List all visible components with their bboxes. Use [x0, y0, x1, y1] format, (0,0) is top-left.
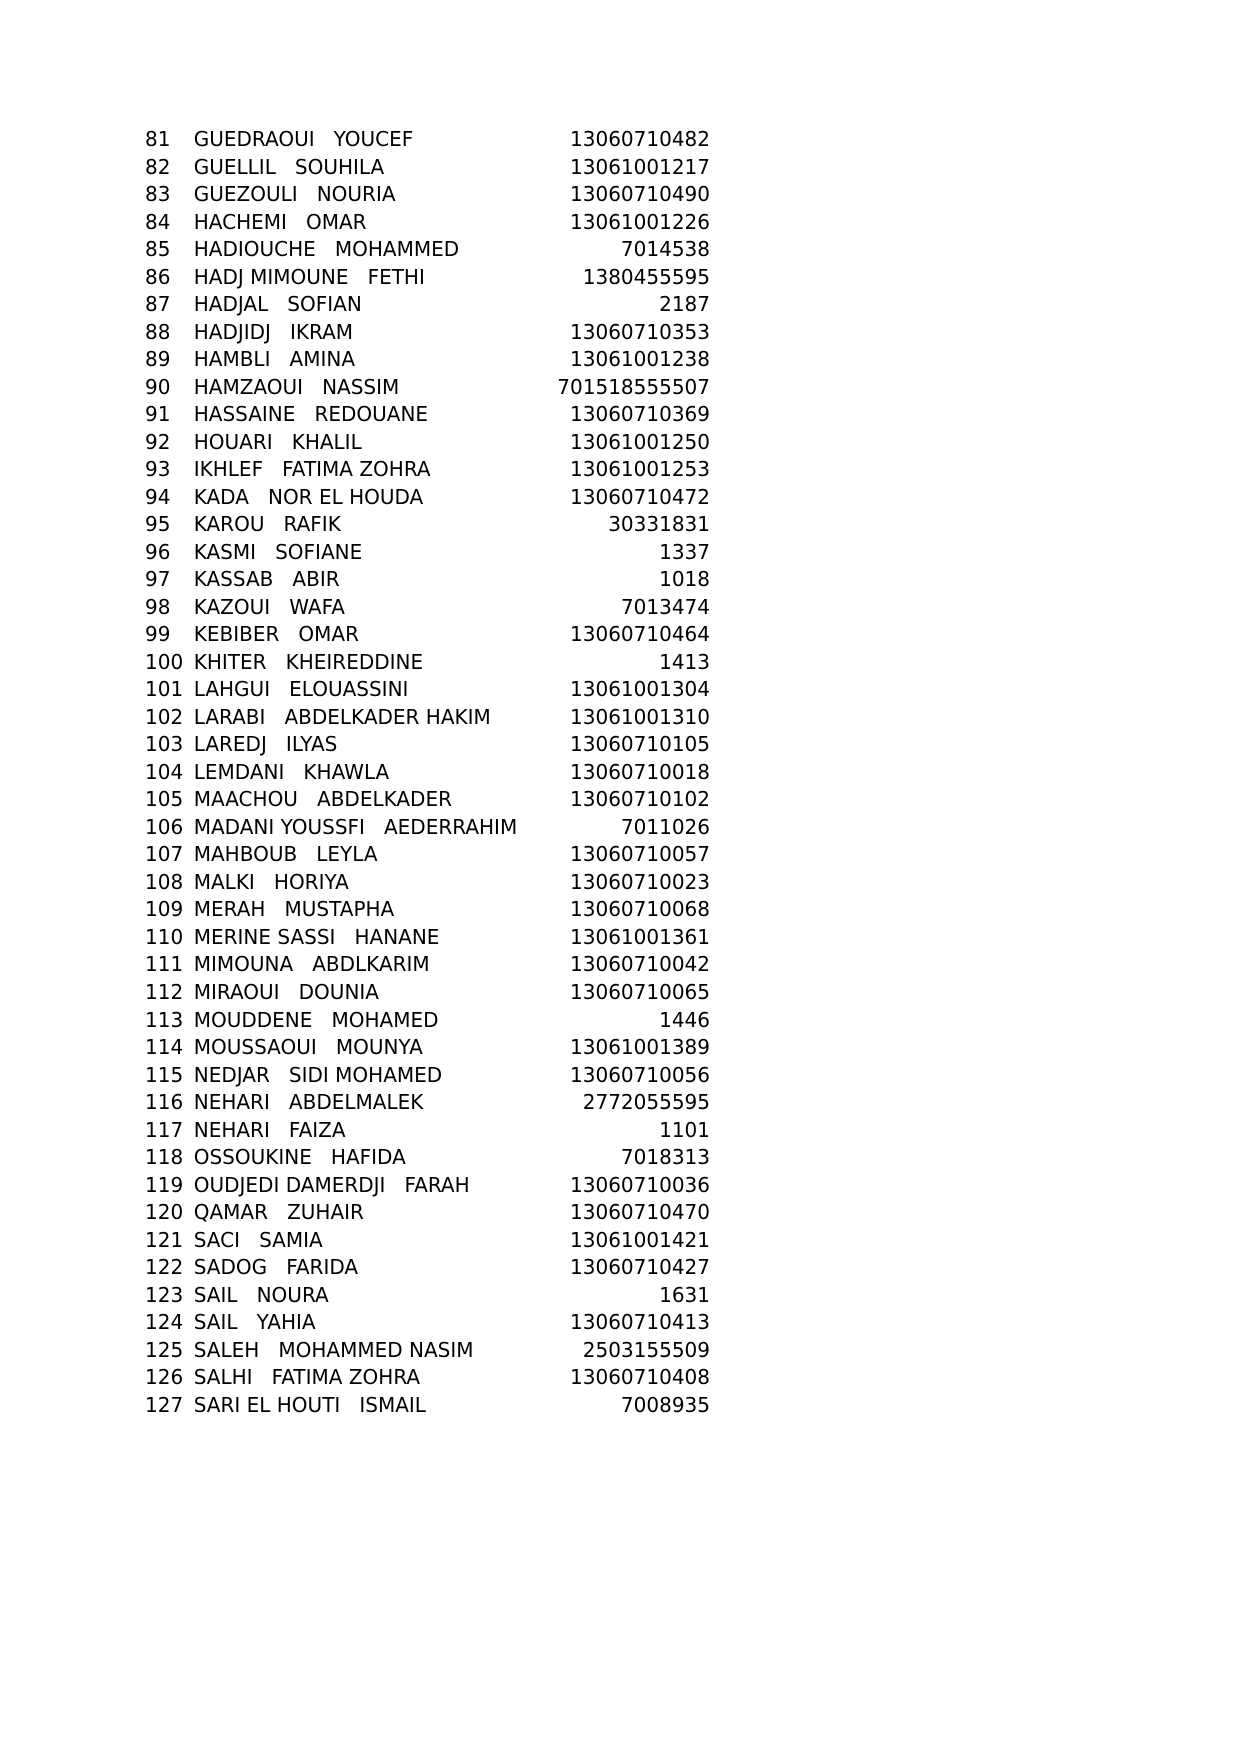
row-name: GUEDRAOUI YOUCEF — [193, 127, 414, 151]
row-registration-number: 13060710490 — [570, 182, 710, 207]
row-index: 85 — [145, 237, 171, 262]
row-index: 111 — [145, 952, 184, 977]
row-registration-number: 2772055595 — [582, 1090, 710, 1115]
table-row — [0, 1364, 1241, 1392]
row-registration-number: 13061001250 — [570, 429, 710, 454]
table-row — [0, 1309, 1241, 1337]
row-name: SARI EL HOUTI ISMAIL — [193, 1392, 426, 1417]
row-name: HOUARI KHALIL — [193, 429, 362, 454]
row-registration-number: 13061001253 — [570, 457, 710, 482]
row-name: MIRAOUI DOUNIA — [193, 979, 379, 1004]
row-registration-number: 13060710068 — [570, 897, 710, 922]
row-index: 93 — [145, 457, 171, 482]
row-index: 118 — [145, 1145, 184, 1170]
row-name: KASSAB ABIR — [193, 567, 340, 592]
row-registration-number: 13060710353 — [570, 319, 710, 344]
row-name: MOUSSAOUI MOUNYA — [193, 1035, 423, 1060]
table-row — [0, 1034, 1241, 1062]
row-registration-number: 13060710042 — [570, 952, 710, 977]
row-name: HACHEMI OMAR — [193, 209, 367, 234]
table-row — [0, 841, 1241, 869]
table-row — [0, 1227, 1241, 1255]
row-registration-number: 7013474 — [620, 594, 710, 619]
row-index: 109 — [145, 897, 184, 922]
row-registration-number: 1337 — [659, 539, 710, 564]
table-row — [0, 676, 1241, 704]
row-name: NEDJAR SIDI MOHAMED — [193, 1062, 443, 1087]
row-index: 90 — [145, 374, 171, 399]
row-name: GUELLIL SOUHILA — [193, 154, 385, 179]
row-registration-number: 2187 — [659, 292, 710, 317]
row-index: 96 — [145, 539, 171, 564]
table-row — [0, 374, 1241, 402]
row-registration-number: 13060710408 — [570, 1365, 710, 1390]
row-name: MADANI YOUSSFI AEDERRAHIM — [193, 814, 518, 839]
row-registration-number: 13060710482 — [570, 127, 710, 151]
row-index: 123 — [145, 1282, 184, 1307]
row-index: 125 — [145, 1337, 184, 1362]
row-registration-number: 7011026 — [620, 814, 710, 839]
row-registration-number: 1446 — [659, 1007, 710, 1032]
row-index: 103 — [145, 732, 184, 757]
row-index: 112 — [145, 979, 184, 1004]
row-registration-number: 1018 — [659, 567, 710, 592]
row-registration-number: 13060710472 — [570, 484, 710, 509]
row-index: 110 — [145, 924, 184, 949]
row-index: 89 — [145, 347, 171, 372]
table-row — [0, 896, 1241, 924]
row-registration-number: 30331831 — [608, 512, 710, 537]
row-registration-number: 7014538 — [620, 237, 710, 262]
table-row — [0, 566, 1241, 594]
table-row — [0, 704, 1241, 732]
row-name: OUDJEDI DAMERDJI FARAH — [193, 1172, 470, 1197]
row-registration-number: 13060710470 — [570, 1200, 710, 1225]
row-registration-number: 13061001217 — [570, 154, 710, 179]
table-row — [0, 979, 1241, 1007]
row-registration-number: 13060710056 — [570, 1062, 710, 1087]
table-row — [0, 154, 1241, 182]
row-registration-number: 13061001361 — [570, 924, 710, 949]
row-name: HADJIDJ IKRAM — [193, 319, 354, 344]
roster-list — [0, 126, 1241, 1419]
row-index: 121 — [145, 1227, 184, 1252]
table-row — [0, 346, 1241, 374]
row-registration-number: 13060710369 — [570, 402, 710, 427]
row-registration-number: 13060710057 — [570, 842, 710, 867]
table-row — [0, 401, 1241, 429]
table-row — [0, 731, 1241, 759]
row-name: NEHARI FAIZA — [193, 1117, 346, 1142]
row-index: 98 — [145, 594, 171, 619]
row-name: MAACHOU ABDELKADER — [193, 787, 452, 812]
row-registration-number: 13061001226 — [570, 209, 710, 234]
row-registration-number: 13060710413 — [570, 1310, 710, 1335]
table-row — [0, 539, 1241, 567]
row-name: SALHI FATIMA ZOHRA — [193, 1365, 421, 1390]
row-name: HADJ MIMOUNE FETHI — [193, 264, 425, 289]
table-row — [0, 621, 1241, 649]
table-row — [0, 429, 1241, 457]
table-row — [0, 951, 1241, 979]
row-name: MIMOUNA ABDLKARIM — [193, 952, 430, 977]
row-name: HASSAINE REDOUANE — [193, 402, 429, 427]
row-name: SAIL NOURA — [193, 1282, 329, 1307]
row-name: MERAH MUSTAPHA — [193, 897, 395, 922]
row-name: OSSOUKINE HAFIDA — [193, 1145, 406, 1170]
row-index: 97 — [145, 567, 171, 592]
table-row — [0, 484, 1241, 512]
row-index: 99 — [145, 622, 171, 647]
row-name: IKHLEF FATIMA ZOHRA — [193, 457, 431, 482]
row-registration-number: 7008935 — [620, 1392, 710, 1417]
row-name: MOUDDENE MOHAMED — [193, 1007, 439, 1032]
row-name: LARABI ABDELKADER HAKIM — [193, 704, 491, 729]
table-row — [0, 869, 1241, 897]
row-index: 100 — [145, 649, 184, 674]
row-registration-number: 1413 — [659, 649, 710, 674]
row-name: LAHGUI ELOUASSINI — [193, 677, 409, 702]
row-index: 84 — [145, 209, 171, 234]
row-name: NEHARI ABDELMALEK — [193, 1090, 424, 1115]
row-index: 91 — [145, 402, 171, 427]
roster-table — [0, 126, 1241, 1419]
row-index: 92 — [145, 429, 171, 454]
row-name: HAMBLI AMINA — [193, 347, 356, 372]
row-index: 95 — [145, 512, 171, 537]
roster-table-body — [0, 126, 1241, 1419]
table-row — [0, 1144, 1241, 1172]
table-row — [0, 126, 1241, 154]
row-registration-number: 13061001304 — [570, 677, 710, 702]
row-index: 101 — [145, 677, 184, 702]
row-registration-number: 13061001389 — [570, 1035, 710, 1060]
row-index: 119 — [145, 1172, 184, 1197]
table-row — [0, 1089, 1241, 1117]
row-index: 126 — [145, 1365, 184, 1390]
row-index: 87 — [145, 292, 171, 317]
table-row — [0, 1007, 1241, 1035]
table-row — [0, 1172, 1241, 1200]
table-row — [0, 1254, 1241, 1282]
row-registration-number: 2503155509 — [582, 1337, 710, 1362]
row-name: LAREDJ ILYAS — [193, 732, 338, 757]
row-index: 105 — [145, 787, 184, 812]
row-index: 102 — [145, 704, 184, 729]
row-index: 127 — [145, 1392, 184, 1417]
table-row — [0, 181, 1241, 209]
table-row — [0, 209, 1241, 237]
row-name: KAZOUI WAFA — [193, 594, 345, 619]
row-index: 94 — [145, 484, 171, 509]
row-index: 122 — [145, 1255, 184, 1280]
row-index: 106 — [145, 814, 184, 839]
row-index: 116 — [145, 1090, 184, 1115]
table-row — [0, 511, 1241, 539]
row-name: LEMDANI KHAWLA — [193, 759, 390, 784]
row-name: GUEZOULI NOURIA — [193, 182, 396, 207]
row-registration-number: 13060710036 — [570, 1172, 710, 1197]
row-index: 104 — [145, 759, 184, 784]
table-row — [0, 1337, 1241, 1365]
row-registration-number: 13060710464 — [570, 622, 710, 647]
row-name: MERINE SASSI HANANE — [193, 924, 440, 949]
table-row — [0, 649, 1241, 677]
row-index: 120 — [145, 1200, 184, 1225]
row-name: KEBIBER OMAR — [193, 622, 360, 647]
row-registration-number: 1101 — [659, 1117, 710, 1142]
row-registration-number: 13061001421 — [570, 1227, 710, 1252]
row-name: HAMZAOUI NASSIM — [193, 374, 400, 399]
table-row — [0, 786, 1241, 814]
row-index: 124 — [145, 1310, 184, 1335]
row-index: 83 — [145, 182, 171, 207]
table-row — [0, 1282, 1241, 1310]
row-name: HADIOUCHE MOHAMMED — [193, 237, 460, 262]
row-index: 117 — [145, 1117, 184, 1142]
row-index: 114 — [145, 1035, 184, 1060]
row-registration-number: 1631 — [659, 1282, 710, 1307]
table-row — [0, 456, 1241, 484]
table-row — [0, 1199, 1241, 1227]
row-index: 82 — [145, 154, 171, 179]
table-row — [0, 1392, 1241, 1420]
table-row — [0, 814, 1241, 842]
row-name: KAROU RAFIK — [193, 512, 341, 537]
table-row — [0, 594, 1241, 622]
row-registration-number: 13060710102 — [570, 787, 710, 812]
row-index: 86 — [145, 264, 171, 289]
row-registration-number: 13061001238 — [570, 347, 710, 372]
row-name: KHITER KHEIREDDINE — [193, 649, 424, 674]
row-name: SALEH MOHAMMED NASIM — [193, 1337, 474, 1362]
row-index: 81 — [145, 127, 171, 151]
row-name: HADJAL SOFIAN — [193, 292, 362, 317]
row-name: KASMI SOFIANE — [193, 539, 363, 564]
row-index: 107 — [145, 842, 184, 867]
row-index: 88 — [145, 319, 171, 344]
row-index: 108 — [145, 869, 184, 894]
row-registration-number: 13060710065 — [570, 979, 710, 1004]
table-row — [0, 236, 1241, 264]
table-row — [0, 291, 1241, 319]
table-row — [0, 924, 1241, 952]
row-registration-number: 1380455595 — [582, 264, 710, 289]
row-name: SACI SAMIA — [193, 1227, 323, 1252]
row-registration-number: 7018313 — [620, 1145, 710, 1170]
row-index: 113 — [145, 1007, 184, 1032]
row-registration-number: 701518555507 — [557, 374, 710, 399]
row-name: QAMAR ZUHAIR — [193, 1200, 364, 1225]
row-registration-number: 13060710023 — [570, 869, 710, 894]
row-registration-number: 13060710427 — [570, 1255, 710, 1280]
row-registration-number: 13061001310 — [570, 704, 710, 729]
table-row — [0, 1117, 1241, 1145]
row-name: MALKI HORIYA — [193, 869, 349, 894]
row-index: 115 — [145, 1062, 184, 1087]
table-row — [0, 1062, 1241, 1090]
table-row — [0, 759, 1241, 787]
table-row — [0, 264, 1241, 292]
row-name: KADA NOR EL HOUDA — [193, 484, 424, 509]
row-registration-number: 13060710018 — [570, 759, 710, 784]
row-name: SADOG FARIDA — [193, 1255, 359, 1280]
row-name: MAHBOUB LEYLA — [193, 842, 378, 867]
table-row — [0, 319, 1241, 347]
row-name: SAIL YAHIA — [193, 1310, 316, 1335]
row-registration-number: 13060710105 — [570, 732, 710, 757]
